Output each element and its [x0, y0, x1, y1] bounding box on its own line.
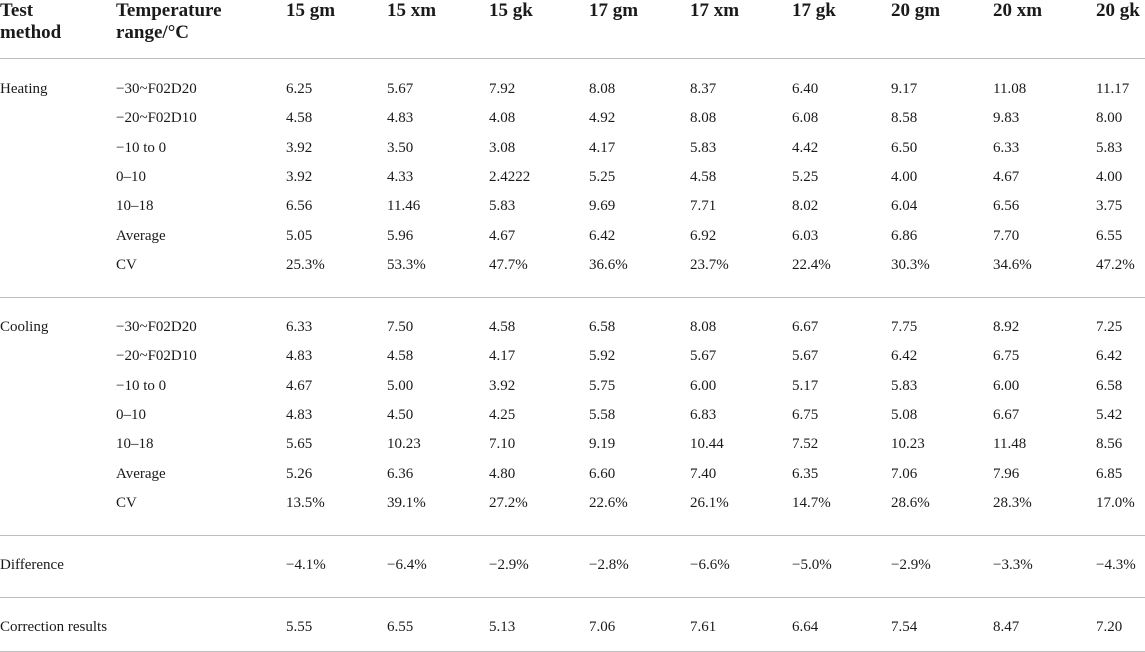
value-cell: 23.7% [690, 256, 729, 273]
value-cell: 6.75 [792, 406, 819, 423]
value-cell: 4.17 [489, 348, 516, 365]
value-cell: 6.55 [1096, 227, 1123, 244]
value-cell: 8.00 [1096, 110, 1123, 127]
value-cell: 5.83 [690, 139, 717, 156]
value-cell: 11.46 [387, 198, 421, 215]
method-label: Cooling [0, 319, 49, 335]
value-cell: 4.33 [387, 168, 414, 185]
value-cell: 47.7% [489, 256, 528, 273]
value-cell: 5.67 [690, 348, 717, 365]
value-cell: 6.42 [589, 227, 616, 244]
value-cell: 4.17 [589, 139, 616, 156]
value-cell: 6.36 [387, 465, 414, 482]
value-cell: 22.4% [792, 256, 831, 273]
value-cell: 28.6% [891, 494, 930, 511]
column-header-line: 20 gk [1096, 0, 1140, 21]
value-cell: 6.56 [286, 198, 313, 215]
value-cell: 4.58 [387, 348, 414, 365]
value-cell: 6.42 [891, 348, 918, 365]
header-divider [0, 58, 1145, 59]
method-label: Difference [0, 557, 64, 573]
value-cell: 8.56 [1096, 436, 1123, 453]
value-cell: 8.08 [690, 319, 717, 335]
value-cell: 6.40 [792, 81, 819, 97]
value-cell: 5.58 [589, 406, 616, 423]
column-header [286, 0, 335, 22]
range-cell: −20~F02D10 [116, 110, 197, 127]
column-header [116, 0, 222, 44]
column-header-line: 15 gk [489, 0, 533, 21]
column-header-line: 15 xm [387, 0, 437, 21]
value-cell: 11.17 [1096, 81, 1130, 97]
value-cell: 5.25 [589, 168, 616, 185]
value-cell: 6.35 [792, 465, 819, 482]
range-cell: Average [116, 465, 166, 482]
value-cell: 3.08 [489, 139, 516, 156]
value-cell: 9.17 [891, 81, 918, 97]
value-cell: 4.50 [387, 406, 414, 423]
value-cell: 5.83 [891, 377, 918, 394]
column-header [1096, 0, 1140, 22]
value-cell: 4.58 [286, 110, 313, 127]
value-cell: 22.6% [589, 494, 628, 511]
value-cell: 3.92 [489, 377, 516, 394]
value-cell: 7.40 [690, 465, 717, 482]
value-cell: 4.42 [792, 139, 819, 156]
value-cell: 27.2% [489, 494, 528, 511]
column-header-line: 17 gm [589, 0, 639, 21]
value-cell: 7.25 [1096, 319, 1123, 335]
range-cell: CV [116, 256, 137, 273]
value-cell: −4.1% [286, 557, 326, 573]
value-cell: 6.92 [690, 227, 717, 244]
value-cell: 4.92 [589, 110, 616, 127]
value-cell: 5.75 [589, 377, 616, 394]
value-cell: 6.00 [993, 377, 1020, 394]
value-cell: −2.9% [489, 557, 529, 573]
column-header-line: 15 gm [286, 0, 336, 21]
range-cell: −10 to 0 [116, 139, 167, 156]
value-cell: 26.1% [690, 494, 729, 511]
value-cell: 10.23 [387, 436, 421, 453]
value-cell: 5.17 [792, 377, 819, 394]
value-cell: 7.75 [891, 319, 918, 335]
section-divider [0, 597, 1145, 598]
value-cell: 9.19 [589, 436, 616, 453]
value-cell: 5.05 [286, 227, 313, 244]
value-cell: 6.60 [589, 465, 616, 482]
value-cell: 6.50 [891, 139, 918, 156]
value-cell: 5.65 [286, 436, 313, 453]
value-cell: −3.3% [993, 557, 1033, 573]
value-cell: 7.71 [690, 198, 717, 215]
value-cell: 25.3% [286, 256, 325, 273]
range-cell: −10 to 0 [116, 377, 167, 394]
value-cell: 3.92 [286, 139, 313, 156]
column-header [690, 0, 739, 22]
column-header-line: 17 xm [690, 0, 740, 21]
value-cell: 6.04 [891, 198, 918, 215]
value-cell: 6.08 [792, 110, 819, 127]
table-header [0, 0, 1145, 58]
range-cell: 0–10 [116, 406, 146, 423]
value-cell: 5.42 [1096, 406, 1123, 423]
value-cell: 5.25 [792, 168, 819, 185]
value-cell: 36.6% [589, 256, 628, 273]
value-cell: 4.67 [286, 377, 313, 394]
column-header [792, 0, 836, 22]
value-cell: 13.5% [286, 494, 325, 511]
range-cell: 0–10 [116, 168, 146, 185]
value-cell: 6.86 [891, 227, 918, 244]
value-cell: 9.83 [993, 110, 1020, 127]
value-cell: 5.83 [1096, 139, 1123, 156]
value-cell: 6.00 [690, 377, 717, 394]
column-header-line: range/°C [116, 22, 190, 43]
value-cell: 7.06 [891, 465, 918, 482]
value-cell: 6.85 [1096, 465, 1123, 482]
value-cell: 5.00 [387, 377, 414, 394]
value-cell: 5.13 [489, 619, 516, 635]
value-cell: 4.67 [489, 227, 516, 244]
range-cell: −30~F02D20 [116, 81, 197, 97]
value-cell: 14.7% [792, 494, 831, 511]
value-cell: −6.4% [387, 557, 427, 573]
value-cell: 5.83 [489, 198, 516, 215]
value-cell: 4.80 [489, 465, 516, 482]
value-cell: 4.83 [286, 348, 313, 365]
value-cell: −2.9% [891, 557, 931, 573]
column-header-line: Temperature [116, 0, 222, 21]
value-cell: 4.83 [286, 406, 313, 423]
value-cell: 7.50 [387, 319, 414, 335]
value-cell: −5.0% [792, 557, 832, 573]
value-cell: 4.67 [993, 168, 1020, 185]
value-cell: 7.70 [993, 227, 1020, 244]
value-cell: 7.61 [690, 619, 717, 635]
value-cell: 5.92 [589, 348, 616, 365]
value-cell: 3.75 [1096, 198, 1123, 215]
range-cell: −20~F02D10 [116, 348, 197, 365]
value-cell: 4.83 [387, 110, 414, 127]
column-header-line: 20 gm [891, 0, 941, 21]
value-cell: 30.3% [891, 256, 930, 273]
value-cell: 8.92 [993, 319, 1020, 335]
value-cell: 53.3% [387, 256, 426, 273]
value-cell: 6.67 [792, 319, 819, 335]
value-cell: 6.55 [387, 619, 414, 635]
column-header-line: 20 xm [993, 0, 1043, 21]
value-cell: 17.0% [1096, 494, 1135, 511]
value-cell: 6.03 [792, 227, 819, 244]
value-cell: 8.37 [690, 81, 717, 97]
value-cell: 4.08 [489, 110, 516, 127]
value-cell: 5.26 [286, 465, 313, 482]
value-cell: −2.8% [589, 557, 629, 573]
value-cell: 7.20 [1096, 619, 1123, 635]
value-cell: 9.69 [589, 198, 616, 215]
value-cell: 11.08 [993, 81, 1027, 97]
value-cell: 6.25 [286, 81, 313, 97]
value-cell: 5.67 [387, 81, 414, 97]
value-cell: 7.10 [489, 436, 516, 453]
value-cell: 4.25 [489, 406, 516, 423]
column-header [993, 0, 1042, 22]
value-cell: 5.55 [286, 619, 313, 635]
method-label: Correction results [0, 619, 108, 635]
column-header [489, 0, 533, 22]
column-header [589, 0, 638, 22]
value-cell: 39.1% [387, 494, 426, 511]
value-cell: 4.58 [690, 168, 717, 185]
range-cell: Average [116, 227, 166, 244]
value-cell: −6.6% [690, 557, 730, 573]
value-cell: −4.3% [1096, 557, 1136, 573]
value-cell: 47.2% [1096, 256, 1135, 273]
value-cell: 7.92 [489, 81, 516, 97]
value-cell: 7.96 [993, 465, 1020, 482]
value-cell: 8.47 [993, 619, 1020, 635]
column-header-line: method [0, 22, 62, 43]
value-cell: 8.02 [792, 198, 819, 215]
value-cell: 6.75 [993, 348, 1020, 365]
value-cell: 3.50 [387, 139, 414, 156]
value-cell: 7.06 [589, 619, 616, 635]
value-cell: 3.92 [286, 168, 313, 185]
section-divider [0, 535, 1145, 536]
value-cell: 11.48 [993, 436, 1027, 453]
column-header [387, 0, 436, 22]
value-cell: 10.23 [891, 436, 925, 453]
value-cell: 6.64 [792, 619, 819, 635]
value-cell: 4.00 [891, 168, 918, 185]
value-cell: 6.67 [993, 406, 1020, 423]
range-cell: 10–18 [116, 198, 154, 215]
range-cell: −30~F02D20 [116, 319, 197, 335]
value-cell: 6.33 [286, 319, 313, 335]
section-divider [0, 297, 1145, 298]
value-cell: 6.58 [1096, 377, 1123, 394]
value-cell: 6.83 [690, 406, 717, 423]
value-cell: 34.6% [993, 256, 1032, 273]
range-cell: CV [116, 494, 137, 511]
value-cell: 7.52 [792, 436, 819, 453]
range-cell: 10–18 [116, 436, 154, 453]
value-cell: 2.4222 [489, 168, 531, 185]
value-cell: 6.56 [993, 198, 1020, 215]
value-cell: 4.58 [489, 319, 516, 335]
value-cell: 5.67 [792, 348, 819, 365]
value-cell: 7.54 [891, 619, 918, 635]
column-header-line: 17 gk [792, 0, 836, 21]
value-cell: 8.08 [589, 81, 616, 97]
value-cell: 4.00 [1096, 168, 1123, 185]
value-cell: 8.08 [690, 110, 717, 127]
value-cell: 6.58 [589, 319, 616, 335]
column-header [891, 0, 940, 22]
method-label: Heating [0, 81, 48, 97]
value-cell: 5.08 [891, 406, 918, 423]
value-cell: 10.44 [690, 436, 724, 453]
column-header-line: Test [0, 0, 34, 21]
value-cell: 6.33 [993, 139, 1020, 156]
value-cell: 28.3% [993, 494, 1032, 511]
value-cell: 6.42 [1096, 348, 1123, 365]
value-cell: 8.58 [891, 110, 918, 127]
column-header [0, 0, 61, 44]
value-cell: 5.96 [387, 227, 414, 244]
